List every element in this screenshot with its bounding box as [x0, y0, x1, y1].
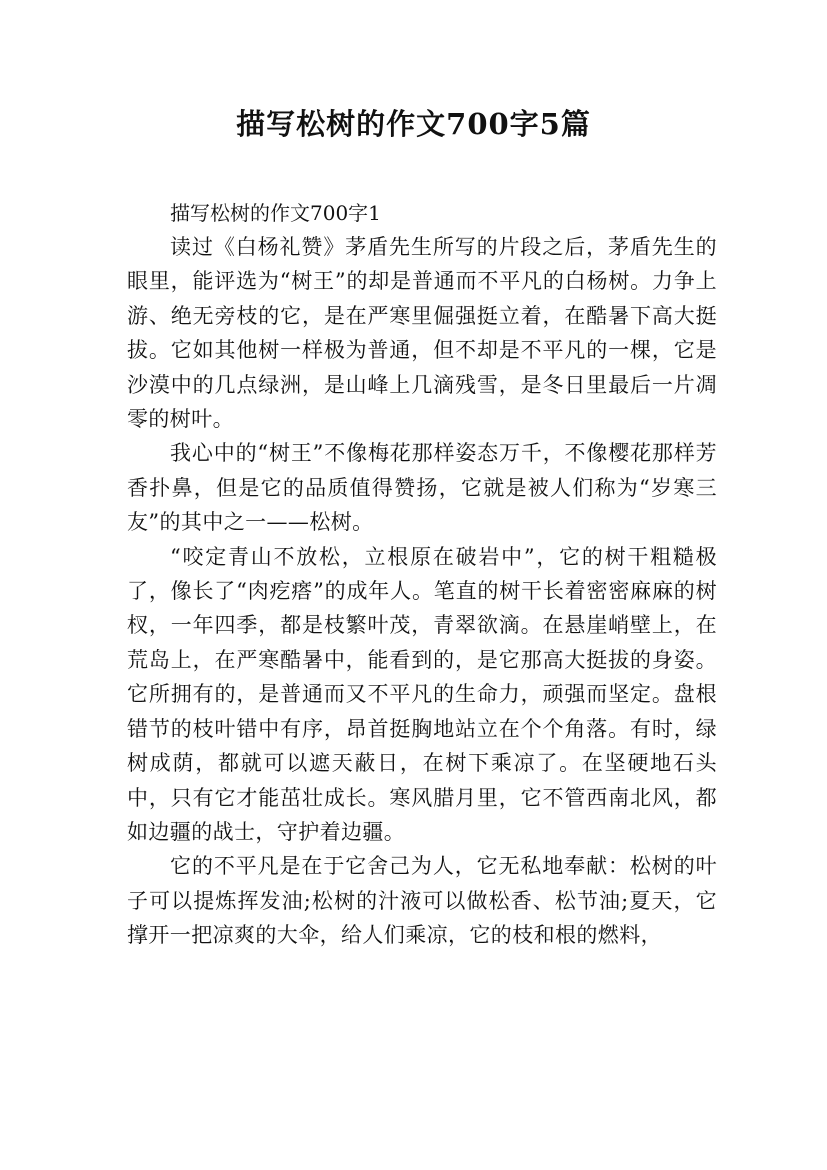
essay-body [127, 230, 717, 953]
paragraph-3: “咬定青山不放松，立根原在破岩中”，它的树干粗糙极了，像长了“肉疙瘩”的成年人。笔直的树干长着密密麻麻的树杈，一年四季，都是枝繁叶茂，青翠欲滴。在悬崖峭壁上，在荒岛上，在严寒酷暑中，能看到的，是它那高大挺拔的身姿。它所拥有的，是普通而又不平凡的生命力，顽强而坚定。盘根错节的枝叶错中有序，昂首挺胸地站立在个个角落。有时，绿树成荫，都就可以遮天蔽日，在树下乘凉了。在坚硬地石头中，只有它才能茁壮成长。寒风腊月里，它不管西南北风，都如边疆的战士，守护着边疆。 [127, 544, 717, 844]
paragraph-4: 它的不平凡是在于它舍己为人，它无私地奉献：松树的叶子可以提炼挥发油;松树的汁液可以做松香、松节油;夏天，它撑开一把凉爽的大伞，给人们乘凉，它的枝和根的燃料， [127, 854, 717, 948]
section-heading: 描写松树的作文700字1 [170, 201, 381, 225]
paragraph-2: 我心中的“树王”不像梅花那样姿态万千，不像樱花那样芳香扑鼻，但是它的品质值得赞扬，它就是被人们称为“岁寒三友”的其中之一——松树。 [127, 441, 717, 535]
paragraph-1: 读过《白杨礼赞》茅盾先生所写的片段之后，茅盾先生的眼里，能评选为“树王”的却是普通而不平凡的白杨树。力争上游、绝无旁枝的它，是在严寒里倔强挺立着，在酷暑下高大挺拔。它如其他树一样极为普通，但不却是不平凡的一棵，它是沙漠中的几点绿洲，是山峰上几滴残雪，是冬日里最后一片凋零的树叶。 [127, 235, 717, 432]
document-title: 描写松树的作文700字5篇 [236, 107, 591, 141]
